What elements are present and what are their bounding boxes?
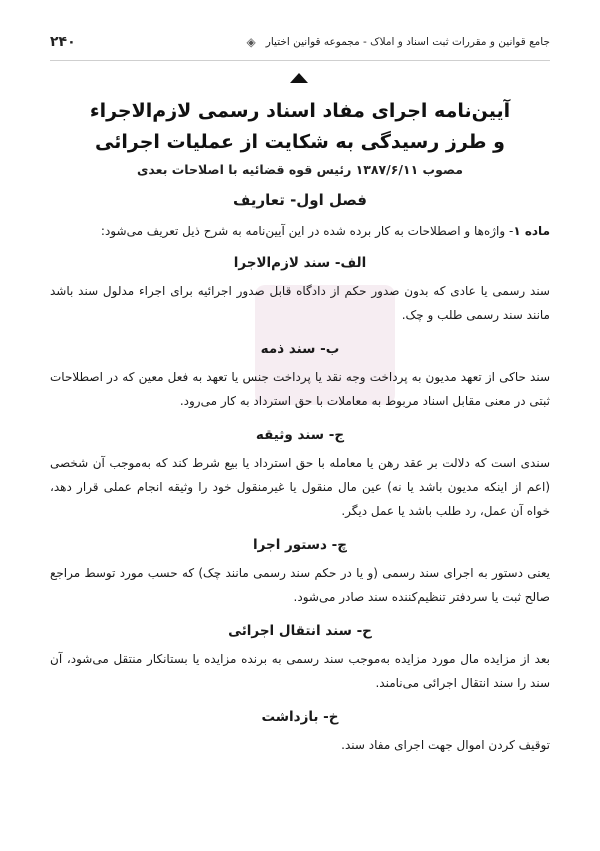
document-title	[50, 96, 550, 158]
section-body: توقیف کردن اموال جهت اجرای مفاد سند.	[341, 738, 550, 752]
document-body	[50, 96, 550, 757]
running-title: جامع قوانین و مقررات ثبت اسناد و املاک - مجموعه قوانین اختیار	[265, 36, 550, 48]
section-body: بعد از مزایده مال مورد مزایده به‌موجب سند رسمی به برنده مزایده یا بستانکار منتقل می‌شود، آن سند را سند انتقال اجرائی می‌نامند.	[50, 652, 550, 690]
article-1	[50, 221, 550, 241]
title-line-1: آیین‌نامه اجرای مفاد اسناد رسمی لازم‌الاجراء	[89, 100, 511, 122]
title-line-2: و طرز رسیدگی به شکایت از عملیات اجرائی	[95, 131, 505, 153]
section-body: یعنی دستور به اجرای سند رسمی (و یا در حکم سند رسمی مانند چک) که حسب مورد توسط مراجع صالح ثبت یا سردفتر تنظیم‌کننده سند صادر می‌شود.	[50, 566, 550, 604]
chapter-title: فصل اول- تعاریف	[232, 191, 367, 209]
section-heading: چ- دستور اجرا	[252, 537, 348, 553]
section-body: سندی است که دلالت بر عقد رهن یا معامله با حق استرداد یا بیع شرط کند که به‌موجب آن شخصی (اعم از اینکه مدیون باشد یا نه) عین مال منقول یا غیرمنقول خود را وثیقه انجام عملی قرار دهد، خواه آن عمل، رد طلب باشد یا عمل دیگر.	[50, 456, 550, 518]
section-heading: الف- سند لازم‌الاجرا	[233, 255, 367, 271]
header-right	[247, 35, 550, 49]
section-body: سند حاکی از تعهد مدیون به پرداخت وجه نقد یا پرداخت جنس یا تعهد به فعل معین که در اصطلاحات ثبتی در معنی مقابل اسناد مربوط به معاملات با حق استرداد به کار می‌رود.	[50, 370, 550, 408]
diamond-icon: ◈	[246, 35, 256, 49]
page-header	[50, 30, 550, 61]
page-number: ۲۴۰	[50, 34, 76, 50]
section-heading: ج- سند وثیقه	[255, 427, 345, 443]
approval-note: مصوب ۱۳۸۷/۶/۱۱ رئیس قوه قضائیه با اصلاحات بعدی	[136, 162, 464, 177]
section-body: سند رسمی یا عادی که بدون صدور حکم از دادگاه قابل صدور اجرائیه برای اجراء مدلول سند باشد مانند سند رسمی طلب و چک.	[50, 284, 550, 322]
article-1-label: ماده ۱	[513, 224, 550, 238]
article-1-text: - واژه‌ها و اصطلاحات به کار برده شده در این آیین‌نامه به شرح ذیل تعریف می‌شود:	[100, 224, 514, 238]
section-heading: ح- سند انتقال اجرائی	[228, 623, 372, 639]
section-heading: ب- سند ذمه	[260, 341, 340, 357]
triangle-up-icon	[290, 73, 308, 83]
header-left	[50, 34, 76, 50]
section-heading: خ- بازداشت	[261, 709, 339, 725]
